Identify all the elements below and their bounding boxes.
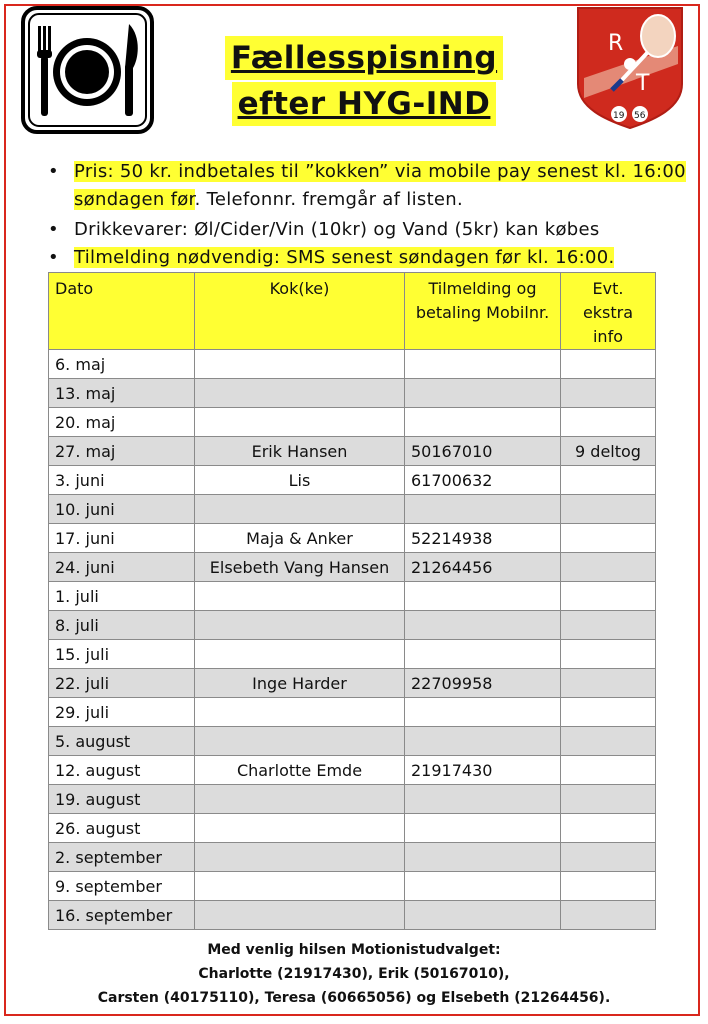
table-row bbox=[49, 843, 656, 872]
cell-cook bbox=[195, 814, 405, 843]
cell-info bbox=[561, 495, 656, 524]
table-row bbox=[49, 669, 656, 698]
title-line-2: efter HYG-IND bbox=[232, 82, 497, 126]
cell-phone bbox=[405, 495, 561, 524]
bullet-drinks bbox=[46, 216, 686, 244]
crest-letter-t: T bbox=[636, 71, 650, 96]
cell-date: 29. juli bbox=[49, 698, 195, 727]
bullet-drinks-text: Drikkevarer: Øl/Cider/Vin (10kr) og Vand (5kr) kan købes bbox=[74, 219, 600, 240]
crest-year-left: 19 bbox=[613, 111, 625, 121]
table-header-row bbox=[49, 273, 656, 350]
cell-date: 8. juli bbox=[49, 611, 195, 640]
crest-year-right: 56 bbox=[634, 111, 646, 121]
cell-info bbox=[561, 814, 656, 843]
table-row bbox=[49, 524, 656, 553]
table-row bbox=[49, 872, 656, 901]
cell-date: 3. juni bbox=[49, 466, 195, 495]
cell-date: 9. september bbox=[49, 872, 195, 901]
cell-info bbox=[561, 698, 656, 727]
table-row bbox=[49, 495, 656, 524]
header-date: Dato bbox=[49, 273, 195, 350]
cell-phone bbox=[405, 582, 561, 611]
cell-cook: Lis bbox=[195, 466, 405, 495]
table-row bbox=[49, 698, 656, 727]
header-extra-info: Evt. ekstra info bbox=[561, 273, 656, 350]
cell-phone bbox=[405, 727, 561, 756]
cell-phone bbox=[405, 640, 561, 669]
bullet-price-highlight: Pris: 50 kr. indbetales til ”kokken” via mobile pay senest kl. 16:00 søndagen før bbox=[74, 161, 686, 210]
cell-info bbox=[561, 669, 656, 698]
table-row bbox=[49, 437, 656, 466]
cell-cook: Erik Hansen bbox=[195, 437, 405, 466]
cell-cook bbox=[195, 727, 405, 756]
cell-info bbox=[561, 640, 656, 669]
table-row bbox=[49, 582, 656, 611]
cell-info bbox=[561, 379, 656, 408]
cell-cook bbox=[195, 640, 405, 669]
cell-phone bbox=[405, 814, 561, 843]
cell-cook bbox=[195, 872, 405, 901]
header-signup-phone: Tilmelding og betaling Mobilnr. bbox=[405, 273, 561, 350]
footer-line-2: Charlotte (21917430), Erik (50167010), bbox=[198, 966, 510, 982]
bullet-price-rest: . Telefonnr. fremgår af listen. bbox=[194, 189, 464, 210]
cell-phone bbox=[405, 408, 561, 437]
cell-info bbox=[561, 843, 656, 872]
plate-fork-knife-icon bbox=[21, 6, 154, 134]
cell-cook bbox=[195, 785, 405, 814]
cell-date: 20. maj bbox=[49, 408, 195, 437]
table-row bbox=[49, 466, 656, 495]
cell-cook bbox=[195, 698, 405, 727]
cell-info bbox=[561, 466, 656, 495]
cell-date: 6. maj bbox=[49, 350, 195, 379]
cell-date: 19. august bbox=[49, 785, 195, 814]
cell-cook: Elsebeth Vang Hansen bbox=[195, 553, 405, 582]
cell-phone bbox=[405, 379, 561, 408]
cell-info bbox=[561, 785, 656, 814]
table-row bbox=[49, 553, 656, 582]
cell-cook: Charlotte Emde bbox=[195, 756, 405, 785]
cell-info bbox=[561, 582, 656, 611]
cell-phone: 21264456 bbox=[405, 553, 561, 582]
cell-date: 24. juni bbox=[49, 553, 195, 582]
table-row bbox=[49, 640, 656, 669]
cell-cook bbox=[195, 350, 405, 379]
cell-phone bbox=[405, 350, 561, 379]
cell-phone: 21917430 bbox=[405, 756, 561, 785]
cell-phone: 22709958 bbox=[405, 669, 561, 698]
title-line-1: Fællesspisning bbox=[225, 36, 503, 80]
cell-info bbox=[561, 611, 656, 640]
cell-date: 5. august bbox=[49, 727, 195, 756]
cell-date: 22. juli bbox=[49, 669, 195, 698]
cell-phone bbox=[405, 901, 561, 930]
cell-cook: Inge Harder bbox=[195, 669, 405, 698]
table-row bbox=[49, 756, 656, 785]
bullet-dot-icon: • bbox=[48, 247, 59, 268]
cell-cook bbox=[195, 843, 405, 872]
cell-date: 16. september bbox=[49, 901, 195, 930]
cell-phone: 50167010 bbox=[405, 437, 561, 466]
page-title bbox=[222, 36, 506, 126]
club-crest-icon bbox=[574, 6, 686, 130]
cell-cook bbox=[195, 901, 405, 930]
table-row bbox=[49, 901, 656, 930]
cell-info bbox=[561, 350, 656, 379]
cell-date: 13. maj bbox=[49, 379, 195, 408]
table-row bbox=[49, 785, 656, 814]
cell-info: 9 deltog bbox=[561, 437, 656, 466]
cell-phone: 52214938 bbox=[405, 524, 561, 553]
cell-date: 27. maj bbox=[49, 437, 195, 466]
table-row bbox=[49, 814, 656, 843]
cell-phone bbox=[405, 872, 561, 901]
table-row bbox=[49, 611, 656, 640]
footer-line-3: Carsten (40175110), Teresa (60665056) og Elsebeth (21264456). bbox=[97, 990, 611, 1006]
cell-date: 17. juni bbox=[49, 524, 195, 553]
cell-cook bbox=[195, 495, 405, 524]
cell-date: 26. august bbox=[49, 814, 195, 843]
cell-phone bbox=[405, 698, 561, 727]
cell-cook: Maja & Anker bbox=[195, 524, 405, 553]
bullet-signup bbox=[46, 244, 686, 272]
table-row bbox=[49, 379, 656, 408]
table-row bbox=[49, 350, 656, 379]
bullet-price bbox=[46, 158, 686, 214]
cell-cook bbox=[195, 582, 405, 611]
cell-info bbox=[561, 408, 656, 437]
cell-date: 15. juli bbox=[49, 640, 195, 669]
table-row bbox=[49, 727, 656, 756]
footer-line-1: Med venlig hilsen Motionistudvalget: bbox=[207, 942, 501, 958]
cell-info bbox=[561, 727, 656, 756]
cell-phone bbox=[405, 785, 561, 814]
header-cook: Kok(ke) bbox=[195, 273, 405, 350]
schedule-table bbox=[48, 272, 656, 930]
cell-phone bbox=[405, 611, 561, 640]
cell-date: 10. juni bbox=[49, 495, 195, 524]
cell-cook bbox=[195, 408, 405, 437]
cell-phone bbox=[405, 843, 561, 872]
cell-cook bbox=[195, 611, 405, 640]
cell-info bbox=[561, 524, 656, 553]
bullet-dot-icon: • bbox=[48, 161, 59, 182]
cell-info bbox=[561, 553, 656, 582]
bullet-dot-icon: • bbox=[48, 219, 59, 240]
footer-signature bbox=[60, 938, 648, 1010]
cell-date: 2. september bbox=[49, 843, 195, 872]
cell-date: 12. august bbox=[49, 756, 195, 785]
cell-info bbox=[561, 872, 656, 901]
cell-info bbox=[561, 756, 656, 785]
cell-phone: 61700632 bbox=[405, 466, 561, 495]
bullet-signup-highlight: Tilmelding nødvendig: SMS senest søndagen før kl. 16:00. bbox=[74, 247, 615, 268]
info-bullets bbox=[46, 158, 686, 272]
crest-letter-r: R bbox=[608, 31, 624, 56]
cell-date: 1. juli bbox=[49, 582, 195, 611]
cell-cook bbox=[195, 379, 405, 408]
table-row bbox=[49, 408, 656, 437]
cell-info bbox=[561, 901, 656, 930]
